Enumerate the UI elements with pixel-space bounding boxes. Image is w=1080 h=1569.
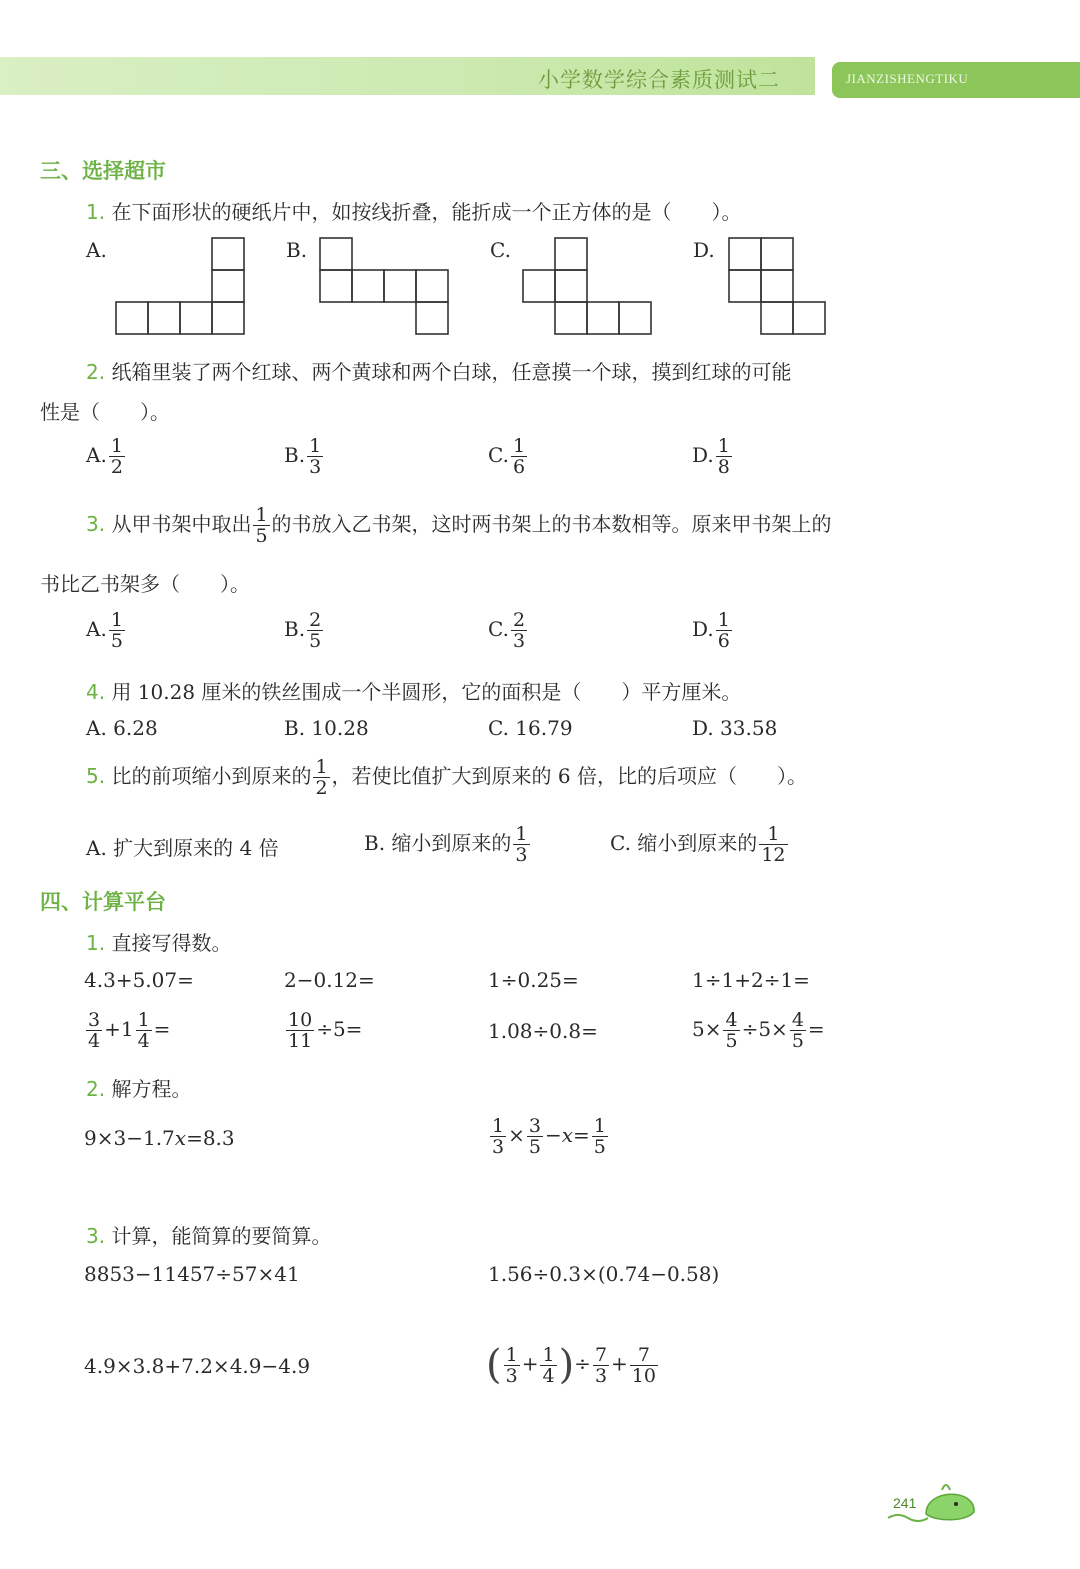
page-header-title: 小学数学综合素质测试二 xyxy=(538,68,780,92)
q3-option-a: A. $\frac{1}{5}$ xyxy=(86,609,123,652)
calc-item: $\frac{10}{11}$ ÷5= xyxy=(288,1009,363,1052)
section-title-calc: 四、计算平台 xyxy=(40,890,166,914)
question-2 xyxy=(86,356,791,385)
calc-expression: 4.9×3.8+7.2×4.9−4.9 xyxy=(84,1354,311,1378)
q5-option-c: C. 缩小到原来的 $\frac{1}{12}$ xyxy=(610,823,786,866)
calc-expression: 1.56÷0.3×(0.74−0.58) xyxy=(488,1262,720,1286)
equation-2: $\frac{1}{3}$ × $\frac{3}{5}$ −x= $\frac{1}{5}$ xyxy=(492,1115,606,1158)
question-4: 4. 用 10.28 厘米的铁丝围成一个半圆形，它的面积是（ ）平方厘米。 xyxy=(86,680,742,704)
question-2-cont: 性是（ ）。 xyxy=(40,400,170,424)
calc-expression: 8853−11457÷57×41 xyxy=(84,1262,300,1286)
q3-option-c: C. $\frac{2}{3}$ xyxy=(488,609,526,652)
header-tab-text: JIANZISHENGTIKU xyxy=(846,71,969,86)
calc-item: 2−0.12= xyxy=(284,968,375,992)
q2-option-c: C. $\frac{1}{6}$ xyxy=(488,435,526,478)
section-title-choice: 三、选择超市 xyxy=(40,159,166,183)
question-1 xyxy=(86,196,741,225)
q4-option-d: D. 33.58 xyxy=(692,716,778,740)
calc-item: $\frac{3}{4}$ +1 $\frac{1}{4}$ = xyxy=(88,1009,171,1052)
question-number: 4. xyxy=(86,680,106,704)
calc-item: 1.08÷0.8= xyxy=(488,1019,598,1043)
q1-option-b: B. xyxy=(286,238,308,262)
calc-item: 5× $\frac{4}{5}$ ÷5× $\frac{4}{5}$ = xyxy=(692,1009,825,1052)
question-3-cont: 书比乙书架多（ ）。 xyxy=(40,572,250,596)
q2-option-d: D. $\frac{1}{8}$ xyxy=(692,435,730,478)
q4-option-b: B. 10.28 xyxy=(284,716,369,740)
q2-option-a: A. $\frac{1}{2}$ xyxy=(86,435,123,478)
page-number: 241 xyxy=(893,1495,917,1511)
q4-option-c: C. 16.79 xyxy=(488,716,573,740)
q3-option-b: B. $\frac{2}{5}$ xyxy=(284,609,322,652)
question-number: 3. xyxy=(86,512,106,536)
q1-option-a: A. xyxy=(86,238,107,262)
problem-2: 2. 解方程。 xyxy=(86,1077,192,1101)
header-tab xyxy=(832,62,1080,98)
calc-item: 4.3+5.07= xyxy=(84,968,194,992)
cube-net-d xyxy=(727,236,831,340)
question-5: 5. 比的前项缩小到原来的 $\frac{1}{2}$ ，若使比值扩大到原来的 6 倍，比的后项应（ ）。 xyxy=(86,756,807,799)
cube-net-c xyxy=(521,236,657,338)
question-number: 5. xyxy=(86,764,106,788)
q3-option-d: D. $\frac{1}{6}$ xyxy=(692,609,730,652)
q5-option-a: A. 扩大到原来的 4 倍 xyxy=(86,836,279,860)
cube-net-a xyxy=(114,236,250,338)
cube-net-b xyxy=(318,236,454,338)
q1-option-d: D. xyxy=(693,238,715,262)
q1-option-c: C. xyxy=(490,238,511,262)
calc-item: 1÷0.25= xyxy=(488,968,579,992)
question-number: 2. xyxy=(86,360,106,384)
question-number: 1. xyxy=(86,200,106,224)
calc-item: 1÷1+2÷1= xyxy=(692,968,810,992)
calc-expression: ( $\frac{1}{3}$ + $\frac{1}{4}$ )÷ $\frac{7}{3}$ + $\frac{7}{10}$ xyxy=(486,1342,656,1388)
q2-option-b: B. $\frac{1}{3}$ xyxy=(284,435,322,478)
whale-icon xyxy=(886,1478,980,1526)
question-text: 纸箱里装了两个红球、两个黄球和两个白球，任意摸一个球，摸到红球的可能 xyxy=(111,360,792,384)
q5-option-b: B. 缩小到原来的 $\frac{1}{3}$ xyxy=(364,823,528,866)
question-text: 在下面形状的硬纸片中，如按线折叠，能折成一个正方体的是（ ）。 xyxy=(111,200,742,224)
q4-option-a: A. 6.28 xyxy=(86,716,158,740)
problem-1: 1. 直接写得数。 xyxy=(86,931,232,955)
problem-3: 3. 计算，能简算的要简算。 xyxy=(86,1224,332,1248)
question-3: 3. 从甲书架中取出 $\frac{1}{5}$ 的书放入乙书架，这时两书架上的书本数相等。原来甲书架上的 xyxy=(86,504,832,547)
equation-1: 9×3−1.7x=8.3 xyxy=(84,1126,235,1150)
